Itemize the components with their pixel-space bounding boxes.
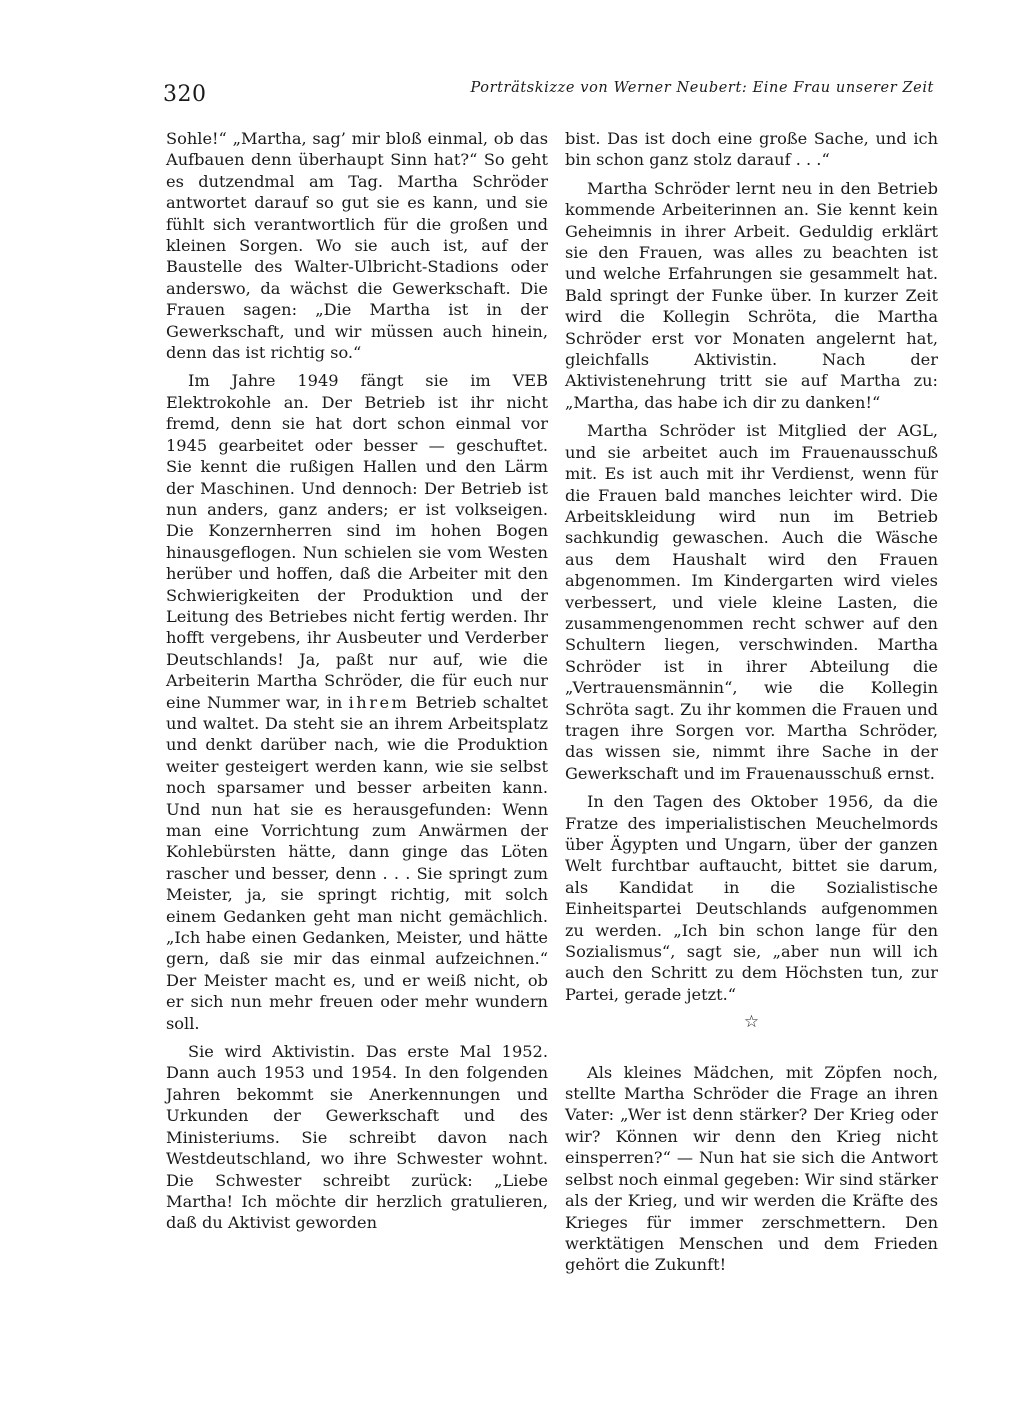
right-column [565,128,938,1283]
paragraph [166,370,548,1034]
running-title: Porträtskizze von Werner Neubert: Eine Frau unserer Zeit [470,80,934,96]
emphasized-word: ihrem [348,692,410,712]
paragraph: Sie wird Aktivistin. Das erste Mal 1952. Dann auch 1953 und 1954. In den folgenden Jahren bekommt sie Anerkennungen und Urkunden der Gewerkschaft und des Ministeriums. Sie schreibt davon nach Westdeutschland, wo ihre Schwester wohnt. Die Schwester schreibt zurück: „Liebe Martha! Ich möchte dir herzlich gratulieren, daß du Aktivist geworden [166,1042,548,1233]
paragraph: In den Tagen des Oktober 1956, da die Fratze des imperialistischen Meuchelmords über Ägypten und Ungarn, über der ganzen Welt furchtbar auftaucht, bittet sie darum, als Kandidat in die Sozialistische Einheitspartei Deutschlands aufgenommen zu werden. „Ich bin schon lange für den Sozialismus“, sagt sie, „aber nun will ich auch den Schritt zu dem Höchsten tun, zur Partei, gerade jetzt.“ [565,792,938,1004]
paragraph: Martha Schröder lernt neu in den Betrieb kommende Arbeiterinnen an. Sie kennt kein Geheimnis in ihrer Arbeit. Geduldig erklärt sie den Frauen, was alles zu beachten ist und welche Erfahrungen sie gesammelt hat. Bald springt der Funke über. In kurzer Zeit wird die Kollegin Schröta, die Martha Schröder erst vor Monaten angelernt hat, gleichfalls Aktivistin. Nach der Aktivistenehrung tritt sie auf Martha zu: „Martha, das habe ich dir zu danken!“ [565,178,938,412]
paragraph-text: Im Jahre 1949 fängt sie im VEB Elektrokohle an. Der Betrieb ist ihr nicht fremd, denn sie hat dort schon einmal vor 1945 gearbeitet oder besser — geschuftet. Sie kennt die rußigen Hallen und den Lärm der Maschinen. Und dennoch: Der Betrieb ist nun anders, ganz anders; er ist volkseigen. Die Konzernherren sind im hohen Bogen hinausgeflogen. Nun schielen sie vom Westen herüber und hoffen, daß die Arbeiter mit den Schwierigkeiten der Produktion und der Leitung des Betriebes nicht fertig werden. Ihr hofft vergebens, ihr Ausbeuter und Verderber Deutschlands! Ja, paßt nur auf, wie die Arbeiterin Martha Schröder, die für euch nur eine Nummer war, in [166,371,548,712]
paragraph: Sohle!“ „Martha, sag’ mir bloß einmal, ob das Aufbauen denn überhaupt Sinn hat?“ So geht es dutzendmal am Tag. Martha Schröder antwortet darauf so gut sie es kann, und sie fühlt sich verantwortlich für die großen und kleinen Sorgen. Wo sie auch ist, auf der Baustelle des Walter-Ulbricht-Stadions oder anderswo, da wächst die Gewerkschaft. Die Frauen sagen: „Die Martha ist in der Gewerkschaft, und wir müssen auch hinein, denn das ist richtig so.“ [166,129,548,363]
paragraph: bist. Das ist doch eine große Sache, und ich bin schon ganz stolz darauf . . .“ [565,129,938,170]
left-column [166,128,548,1241]
paragraph-text: Betrieb schaltet und waltet. Da steht sie an ihrem Arbeitsplatz und denkt darüber nach, wie die Produktion weiter gesteigert werden kann, wie sie selbst noch sparsamer und besser arbeiten kann. Und nun hat sie es herausgefunden: Wenn man eine Vorrichtung zum Anwärmen der Kohlebürsten hätte, dann ginge das Löten rascher und besser, denn . . . Sie springt zum Meister, ja, sie springt richtig, mit solch einem Gedanken geht man nicht gemächlich. „Ich habe einen Gedanken, Meister, und hätte gern, daß sie mir das einmal aufzeichnen.“ Der Meister macht es, und er weiß nicht, ob er sich nun mehr freuen oder mehr wundern soll. [166,692,548,1033]
paragraph: Als kleines Mädchen, mit Zöpfen noch, stellte Martha Schröder die Frage an ihren Vater: „Wer ist denn stärker? Der Krieg oder wir? Können wir denn den Krieg nicht einsperren?“ — Nun hat sie sich die Antwort selbst noch einmal gegeben: Wir sind stärker als der Krieg, und wir werden die Kräfte des Krieges für immer zerschmettern. Den werktätigen Menschen und dem Frieden gehört die Zukunft! [565,1062,938,1275]
paragraph: Martha Schröder ist Mitglied der AGL, und sie arbeitet auch im Frauenausschuß mit. Es ist auch mit ihr Verdienst, wenn für die Frauen bald manches leichter wird. Die Arbeitskleidung wird nun im Betrieb sachkundig gewaschen. Auch die Wäsche aus dem Haushalt wird den Frauen abgenommen. Im Kindergarten wird vieles verbessert, und viele kleine Lasten, die zusammengenommen recht schwer auf den Schultern liegen, verschwinden. Martha Schröder ist in ihrer Abteilung die „Vertrauensmännin“, wie die Kollegin Schröta sagt. Zu ihr kommen die Frauen und tragen ihre Sorgen vor. Martha Schröder, das wissen sie, nimmt ihre Sache in der Gewerkschaft und im Frauenausschuß ernst. [565,421,938,783]
page-number: 320 [163,82,207,107]
section-separator-star-icon: ☆ [743,1012,760,1033]
